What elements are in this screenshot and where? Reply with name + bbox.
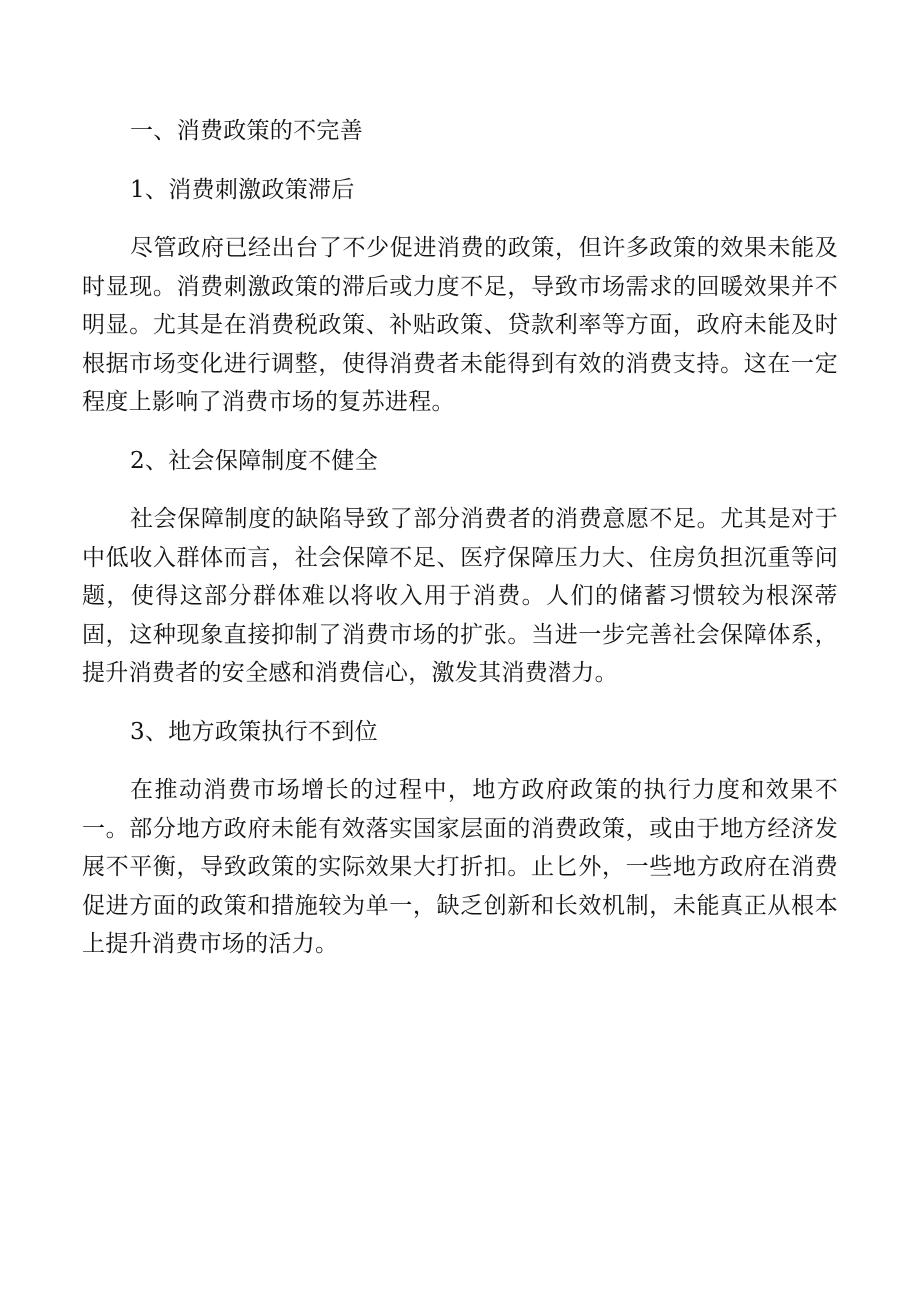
subsection-paragraph-2: 社会保障制度的缺陷导致了部分消费者的消费意愿不足。尤其是对于中低收入群体而言，社会保障不足、医疗保障压力大、住房负担沉重等问题，使得这部分群体难以将收入用于消费。人们的储蓄习惯较为根深蒂固，这种现象直接抑制了消费市场的扩张。当进一步完善社会保障体系，提升消费者的安全感和消费信心，激发其消费潜力。 (82, 506, 838, 686)
subsection-heading-3: 3、地方政策执行不到位 (130, 718, 378, 745)
subsection-paragraph-3: 在推动消费市场增长的过程中，地方政府政策的执行力度和效果不一。部分地方政府未能有效落实国家层面的消费政策，或由于地方经济发展不平衡，导致政策的实际效果大打折扣。止匕外，一些地方政府在消费促进方面的政策和措施较为单一，缺乏创新和长效机制，未能真正从根本上提升消费市场的活力。 (82, 777, 838, 957)
subsection-paragraph-1: 尽管政府已经出台了不少促进消费的政策，但许多政策的效果未能及时显现。消费刺激政策的滞后或力度不足，导致市场需求的回暖效果并不明显。尤其是在消费税政策、补贴政策、贷款利率等方面，政府未能及时根据市场变化进行调整，使得消费者未能得到有效的消费支持。这在一定程度上影响了消费市场的复苏进程。 (82, 235, 838, 415)
subsection-heading-1: 1、消费刺激政策滞后 (130, 176, 355, 203)
document-body (82, 112, 838, 964)
subsection-heading-2: 2、社会保障制度不健全 (130, 447, 378, 474)
section-title: 一、消费政策的不完善 (130, 118, 363, 144)
